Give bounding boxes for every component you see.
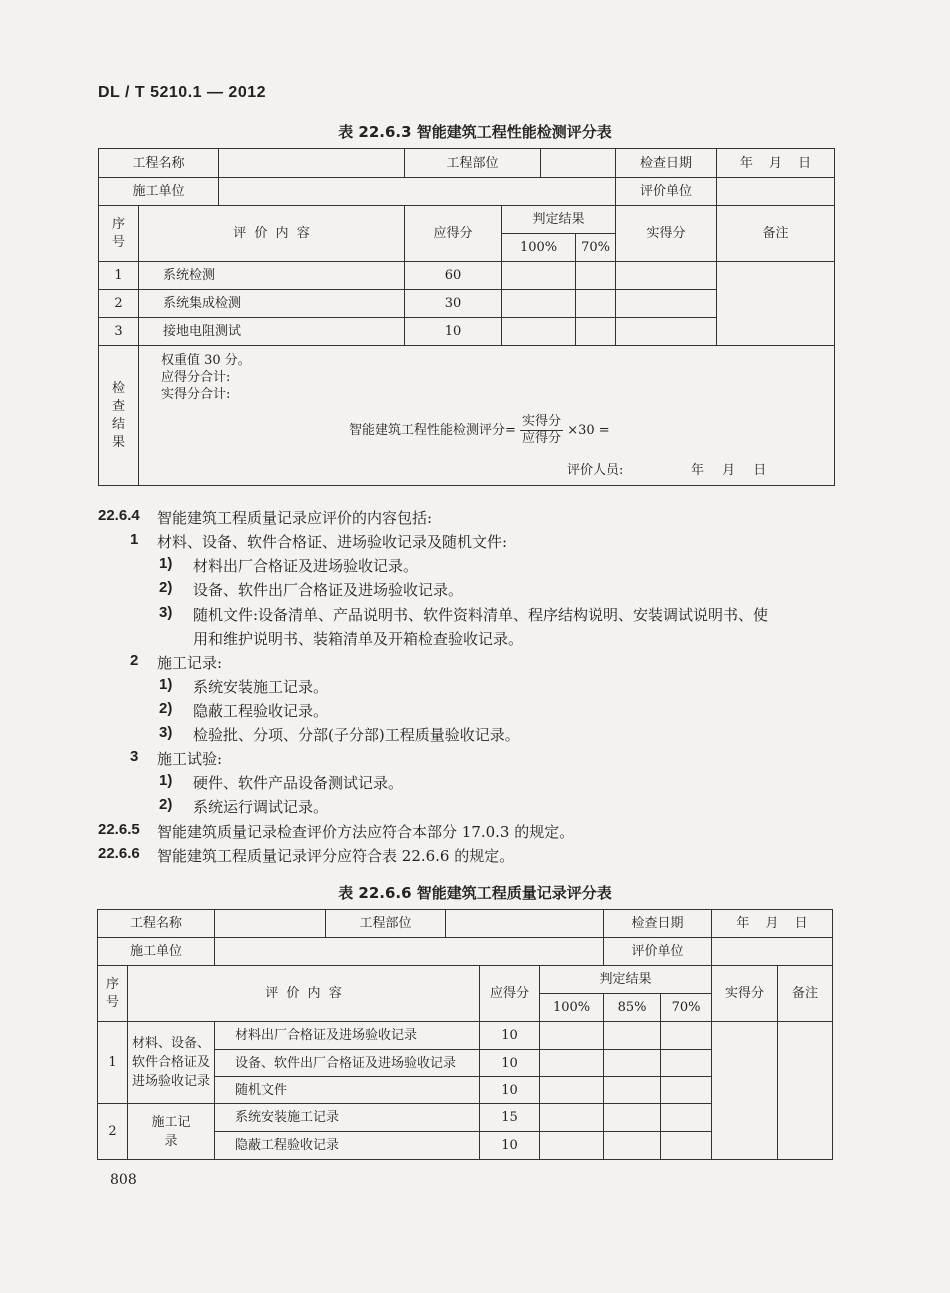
- t2-col-p100: 100%: [540, 994, 604, 1022]
- group-name: 材料、设备、软件合格证及进场验收记录: [128, 1022, 215, 1104]
- row-score: 10: [480, 1132, 540, 1160]
- t1-check-date-value: 年 月 日: [717, 149, 835, 178]
- row-p100: [540, 1104, 604, 1132]
- formula-prefix: 智能建筑工程性能检测评分=: [349, 423, 516, 438]
- t2-col-actual: 实得分: [712, 966, 778, 1022]
- table-row: [98, 1022, 833, 1050]
- due-total-text: 应得分合计:: [161, 370, 231, 385]
- evaluator-label: 评价人员:: [567, 463, 624, 478]
- subitem-text: 系统运行调试记录。: [193, 798, 329, 816]
- t1-col-actual: 实得分: [616, 206, 717, 262]
- formula: [349, 414, 610, 447]
- row-content: 隐蔽工程验收记录: [215, 1132, 480, 1160]
- row-p100: [540, 1050, 604, 1077]
- t2-check-date-label: 检查日期: [604, 910, 712, 938]
- t1-check-result-box: [139, 346, 835, 486]
- subitem-number: 1): [159, 676, 173, 693]
- row-p85: [604, 1104, 661, 1132]
- subitem-number: 3): [159, 604, 173, 621]
- item-number: 1: [130, 531, 139, 548]
- row-score: 15: [480, 1104, 540, 1132]
- weight-text: 权重值 30 分。: [161, 353, 251, 368]
- table2-caption: 表 22.6.6 智能建筑工程质量记录评分表: [338, 884, 612, 902]
- row-score: 10: [405, 318, 502, 346]
- t2-col-result: 判定结果: [540, 966, 712, 994]
- t2-col-note: 备注: [778, 966, 833, 1022]
- subitem-text: 随机文件:设备清单、产品说明书、软件资料清单、程序结构说明、安装调试说明书、使: [193, 606, 769, 624]
- subitem-number: 2): [159, 796, 173, 813]
- row-seq: 3: [99, 318, 139, 346]
- item-number: 3: [130, 748, 139, 765]
- row-p100: [502, 262, 576, 290]
- row-p85: [604, 1077, 661, 1104]
- subitem-text: 硬件、软件产品设备测试记录。: [193, 774, 404, 792]
- clause-number: 22.6.6: [98, 845, 140, 862]
- table-22-6-3: [98, 148, 835, 486]
- row-p100: [540, 1077, 604, 1104]
- t1-construction-unit-label: 施工单位: [99, 178, 219, 206]
- t1-check-date-label: 检查日期: [616, 149, 717, 178]
- row-score: 10: [480, 1050, 540, 1077]
- t2-col-p70: 70%: [661, 994, 712, 1022]
- group-seq: 1: [98, 1022, 128, 1104]
- subitem-number: 3): [159, 724, 173, 741]
- row-score: 10: [480, 1022, 540, 1050]
- t2-col-score: 应得分: [480, 966, 540, 1022]
- page-number: 808: [110, 1172, 137, 1188]
- row-p70: [661, 1050, 712, 1077]
- t2-col-seq: 序号: [98, 966, 128, 1022]
- group-name: 施工记录: [128, 1104, 215, 1160]
- t1-col-content: 评 价 内 容: [139, 206, 405, 262]
- group-seq: 2: [98, 1104, 128, 1160]
- row-score: 30: [405, 290, 502, 318]
- row-p85: [604, 1022, 661, 1050]
- subitem-number: 2): [159, 579, 173, 596]
- t2-construction-unit-value: [215, 938, 604, 966]
- fraction-numerator: 实得分: [522, 414, 562, 429]
- row-actual: [616, 262, 717, 290]
- table1-caption: 表 22.6.3 智能建筑工程性能检测评分表: [338, 123, 612, 141]
- subitem-text: 设备、软件出厂合格证及进场验收记录。: [193, 581, 464, 599]
- subitem-text: 检验批、分项、分部(子分部)工程质量验收记录。: [193, 726, 520, 744]
- row-seq: 2: [99, 290, 139, 318]
- document-header: DL / T 5210.1 — 2012: [98, 84, 267, 101]
- subitem-number: 1): [159, 555, 173, 572]
- row-p70: [576, 290, 616, 318]
- subitem-number: 1): [159, 772, 173, 789]
- formula-suffix: ×30 =: [567, 423, 610, 438]
- subitem-number: 2): [159, 700, 173, 717]
- t2-check-date-value: 年 月 日: [712, 910, 833, 938]
- clause-number: 22.6.5: [98, 821, 140, 838]
- t1-project-name-label: 工程名称: [99, 149, 219, 178]
- clause-text: 智能建筑工程质量记录应评价的内容包括:: [157, 509, 433, 527]
- t2-project-part-label: 工程部位: [326, 910, 446, 938]
- t2-project-name-label: 工程名称: [98, 910, 215, 938]
- t1-note-cell: [717, 262, 835, 346]
- t2-eval-unit-label: 评价单位: [604, 938, 712, 966]
- row-p70: [661, 1104, 712, 1132]
- row-content: 材料出厂合格证及进场验收记录: [215, 1022, 480, 1050]
- row-content: 系统安装施工记录: [215, 1104, 480, 1132]
- subitem-text-continued: 用和维护说明书、装箱清单及开箱检查验收记录。: [193, 630, 524, 648]
- row-content: 系统检测: [139, 262, 405, 290]
- row-p100: [540, 1022, 604, 1050]
- t1-col-score: 应得分: [405, 206, 502, 262]
- t2-project-part-value: [446, 910, 604, 938]
- t1-col-result: 判定结果: [502, 206, 616, 234]
- t1-construction-unit-value: [219, 178, 616, 206]
- table-row: [99, 262, 835, 290]
- table-22-6-6: [97, 909, 833, 1160]
- row-p70: [576, 262, 616, 290]
- t1-col-note: 备注: [717, 206, 835, 262]
- t2-col-p85: 85%: [604, 994, 661, 1022]
- eval-date: 年 月 日: [691, 463, 767, 478]
- subitem-text: 系统安装施工记录。: [193, 678, 329, 696]
- row-content: 系统集成检测: [139, 290, 405, 318]
- clause-text: 智能建筑质量记录检查评价方法应符合本部分 17.0.3 的规定。: [157, 823, 575, 841]
- t1-col-seq: 序号: [99, 206, 139, 262]
- row-score: 60: [405, 262, 502, 290]
- t1-eval-unit-label: 评价单位: [616, 178, 717, 206]
- t1-eval-unit-value: [717, 178, 835, 206]
- row-content: 接地电阻测试: [139, 318, 405, 346]
- subitem-text: 隐蔽工程验收记录。: [193, 702, 329, 720]
- clause-text: 智能建筑工程质量记录评分应符合表 22.6.6 的规定。: [157, 847, 515, 865]
- t2-construction-unit-label: 施工单位: [98, 938, 215, 966]
- subitem-text: 材料出厂合格证及进场验收记录。: [193, 557, 419, 575]
- item-text: 材料、设备、软件合格证、进场验收记录及随机文件:: [157, 533, 508, 551]
- t1-project-part-label: 工程部位: [405, 149, 541, 178]
- row-p100: [502, 290, 576, 318]
- row-content: 设备、软件出厂合格证及进场验收记录: [215, 1050, 480, 1077]
- t2-note-cell: [778, 1022, 833, 1160]
- clause-number: 22.6.4: [98, 507, 140, 524]
- t2-project-name-value: [215, 910, 326, 938]
- row-p100: [502, 318, 576, 346]
- row-p85: [604, 1132, 661, 1160]
- t1-col-p70: 70%: [576, 234, 616, 262]
- t2-actual-cell: [712, 1022, 778, 1160]
- row-content: 随机文件: [215, 1077, 480, 1104]
- t2-col-content: 评 价 内 容: [128, 966, 480, 1022]
- item-text: 施工试验:: [157, 750, 223, 768]
- row-seq: 1: [99, 262, 139, 290]
- t1-check-result-label: 检查结果: [99, 346, 139, 486]
- item-number: 2: [130, 652, 139, 669]
- row-p100: [540, 1132, 604, 1160]
- row-p70: [661, 1077, 712, 1104]
- t1-project-name-value: [219, 149, 405, 178]
- formula-fraction: [520, 414, 563, 447]
- t2-eval-unit-value: [712, 938, 833, 966]
- actual-total-text: 实得分合计:: [161, 387, 231, 402]
- row-p70: [576, 318, 616, 346]
- fraction-denominator: 应得分: [522, 431, 562, 446]
- row-score: 10: [480, 1077, 540, 1104]
- row-actual: [616, 318, 717, 346]
- t1-project-part-value: [541, 149, 616, 178]
- row-p85: [604, 1050, 661, 1077]
- item-text: 施工记录:: [157, 654, 223, 672]
- t1-col-p100: 100%: [502, 234, 576, 262]
- row-actual: [616, 290, 717, 318]
- row-p70: [661, 1022, 712, 1050]
- row-p70: [661, 1132, 712, 1160]
